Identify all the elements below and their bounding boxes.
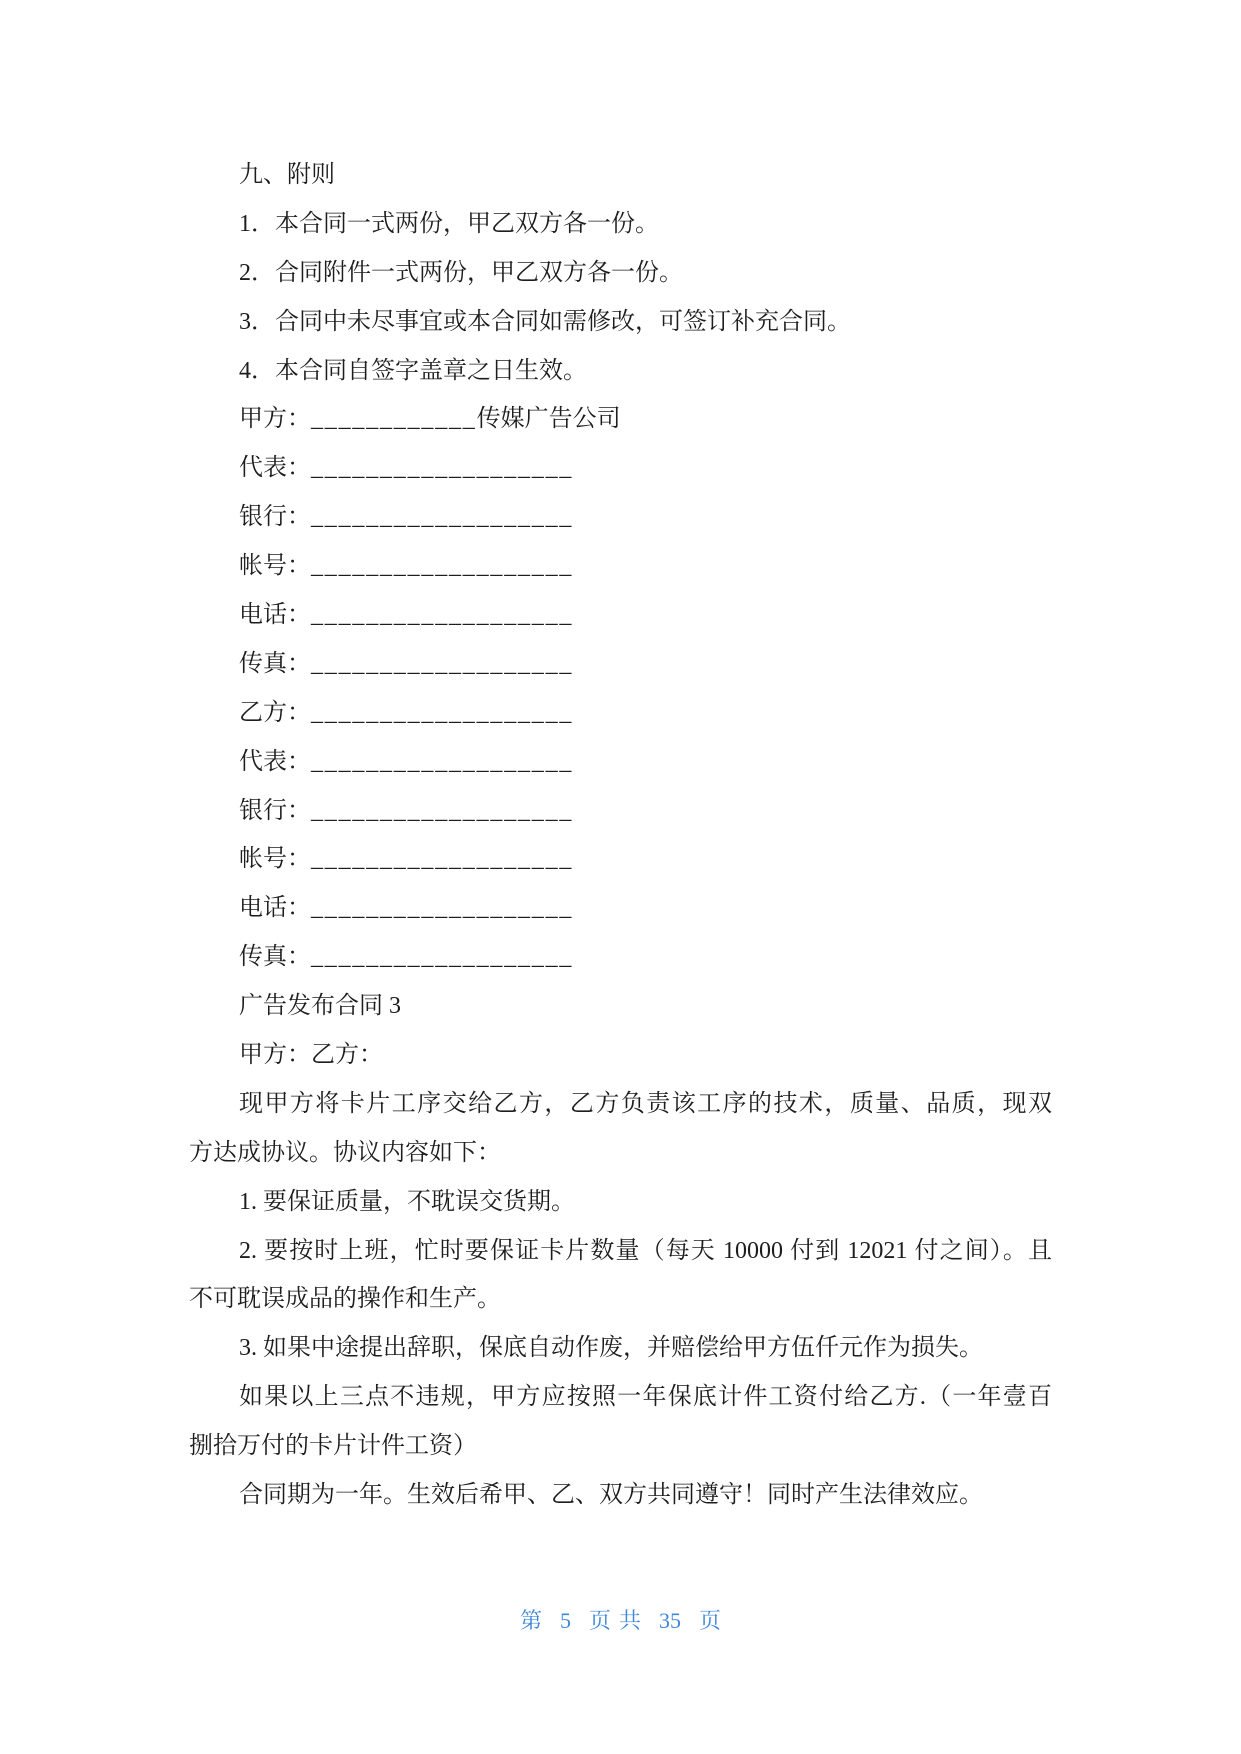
field-blank: ___________________ (311, 602, 574, 629)
field-blank: ___________________ (311, 797, 574, 824)
party-a-blank: ____________ (311, 406, 477, 433)
appendix-heading: 九、附则 (239, 162, 335, 188)
party-a-name: 传媒广告公司 (476, 406, 621, 433)
footer-total-word: 共 (619, 1608, 642, 1633)
footer-total-unit: 页 (699, 1608, 722, 1633)
field-label: 帐号： (239, 846, 311, 873)
contract-parties: 甲方：乙方： (239, 1042, 383, 1069)
field-label: 银行： (239, 797, 311, 824)
party-b-line (189, 689, 1052, 738)
field-label: 代表： (239, 455, 311, 482)
intro-paragraph-line-2: 方达成协议。协议内容如下： (189, 1139, 501, 1166)
party-b-account-field (189, 835, 1052, 884)
party-a-bank-field (189, 493, 1052, 542)
field-blank: ___________________ (311, 455, 574, 482)
appendix-clause-4: 4．本合同自签字盖章之日生效。 (239, 357, 587, 384)
party-a-account-field (189, 542, 1052, 591)
guarantee-line-1: 如果以上三点不违规，甲方应按照一年保底计件工资付给乙方.（一年壹百 (239, 1384, 1052, 1411)
term-2-line-2: 不可耽误成品的操作和生产。 (189, 1286, 501, 1313)
field-label: 电话： (239, 895, 311, 922)
appendix-clause-3: 3．合同中未尽事宜或本合同如需修改，可签订补充合同。 (239, 308, 851, 335)
field-blank: ___________________ (311, 650, 574, 677)
appendix-clause-2: 2．合同附件一式两份，甲乙双方各一份。 (239, 259, 683, 286)
party-a-phone-field (189, 591, 1052, 640)
party-b-label: 乙方： (239, 699, 311, 726)
field-blank: ___________________ (311, 944, 574, 971)
page-content (189, 151, 1052, 1520)
appendix-section (189, 151, 1052, 395)
footer-page-word: 第 (519, 1608, 542, 1633)
party-b-bank-field (189, 787, 1052, 836)
field-label: 传真： (239, 650, 311, 677)
field-label: 代表： (239, 748, 311, 775)
current-page-number: 5 (559, 1608, 571, 1633)
party-b-phone-field (189, 884, 1052, 933)
term-1-line: 1. 要保证质量，不耽误交货期。 (239, 1188, 575, 1215)
party-b-blank: ___________________ (311, 699, 574, 726)
total-pages-number: 35 (659, 1608, 682, 1633)
field-label: 银行： (239, 504, 311, 531)
term-2-line-1: 2. 要按时上班，忙时要保证卡片数量（每天 10000 付到 12021 付之间）。且 (239, 1237, 1052, 1264)
field-label: 帐号： (239, 553, 311, 580)
term-clause: 合同期为一年。生效后希甲、乙、双方共同遵守！同时产生法律效应。 (239, 1482, 983, 1509)
party-b-representative-field (189, 738, 1052, 787)
field-label: 电话： (239, 602, 311, 629)
party-b-fax-field (189, 933, 1052, 982)
guarantee-line-2: 捌拾万付的卡片计件工资） (189, 1433, 477, 1460)
footer-page-unit: 页 (588, 1608, 611, 1633)
contract-title: 广告发布合同 3 (239, 993, 401, 1020)
party-a-line (189, 395, 1052, 444)
page-footer (0, 1605, 1241, 1637)
field-blank: ___________________ (311, 553, 574, 580)
field-label: 传真： (239, 944, 311, 971)
signature-block (189, 395, 1052, 982)
field-blank: ___________________ (311, 846, 574, 873)
party-a-representative-field (189, 444, 1052, 493)
party-a-label: 甲方： (239, 406, 311, 433)
field-blank: ___________________ (311, 748, 574, 775)
field-blank: ___________________ (311, 504, 574, 531)
party-a-fax-field (189, 640, 1052, 689)
intro-paragraph-line-1: 现甲方将卡片工序交给乙方，乙方负责该工序的技术，质量、品质，现双 (239, 1090, 1052, 1117)
term-3-line: 3. 如果中途提出辞职，保底自动作废，并赔偿给甲方伍仟元作为损失。 (239, 1335, 983, 1362)
field-blank: ___________________ (311, 895, 574, 922)
contract-3-section (189, 982, 1052, 1520)
appendix-clause-1: 1．本合同一式两份，甲乙双方各一份。 (239, 210, 659, 237)
